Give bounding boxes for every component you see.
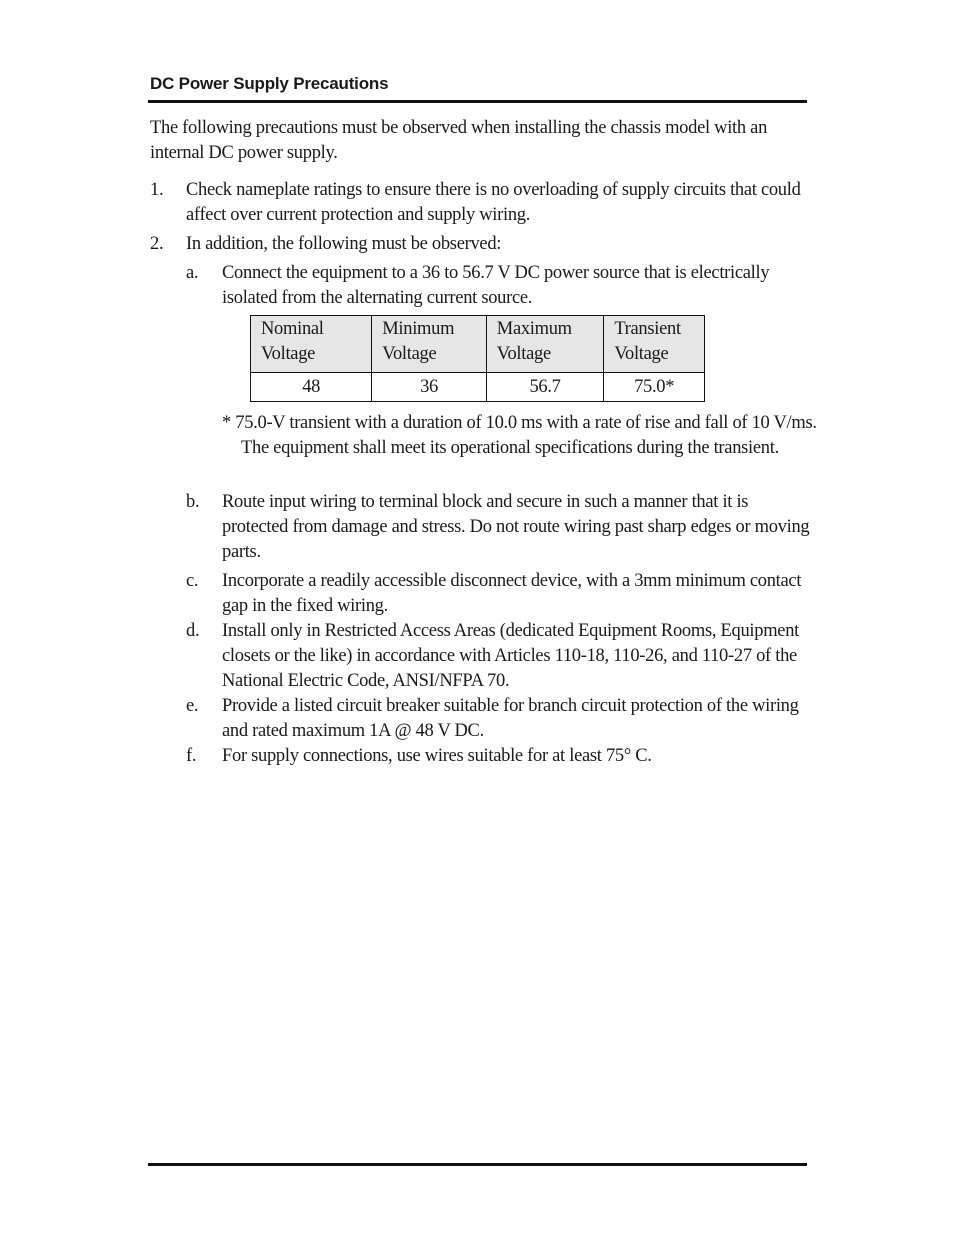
- list-item-text: In addition, the following must be observed:: [186, 234, 502, 254]
- sub-item-text: Incorporate a readily accessible disconnect device, with a 3mm minimum contact gap in the fixed wiring.: [222, 571, 802, 616]
- header-transient-voltage: Transient Voltage: [604, 316, 705, 373]
- sub-item-marker: e.: [186, 696, 199, 716]
- cell-minimum-voltage: 36: [372, 373, 487, 402]
- table-header-row: [251, 316, 705, 373]
- header-divider: [148, 100, 807, 103]
- sub-item-text: Provide a listed circuit breaker suitable for branch circuit protection of the wiring and rated maximum 1A @ 48 V DC.: [222, 696, 799, 741]
- table-row: [251, 373, 705, 402]
- intro-paragraph: The following precautions must be observed when installing the chassis model with an internal DC power supply.: [150, 118, 768, 163]
- sub-item-text: Route input wiring to terminal block and secure in such a manner that it is protected from damage and stress. Do not route wiring past sharp edges or moving parts.: [222, 492, 810, 562]
- sub-item-text: Install only in Restricted Access Areas (dedicated Equipment Rooms, Equipment closets or the like) in accordance with Articles 110-18, 110-26, and 110-27 of the National Electric Code, ANSI/NFPA 70.: [222, 621, 799, 691]
- list-marker: 2.: [150, 234, 164, 254]
- cell-nominal-voltage: 48: [251, 373, 372, 402]
- header-maximum-voltage: Maximum Voltage: [486, 316, 604, 373]
- sub-item-marker: a.: [186, 263, 199, 283]
- cell-maximum-voltage: 56.7: [486, 373, 604, 402]
- list-item-text: Check nameplate ratings to ensure there is no overloading of supply circuits that could affect over current protection and supply wiring.: [186, 180, 801, 225]
- header-minimum-voltage: Minimum Voltage: [372, 316, 487, 373]
- sub-item-marker: f.: [186, 746, 197, 766]
- table-footnote: * 75.0-V transient with a duration of 10.0 ms with a rate of rise and fall of 10 V/ms. The equipment shall meet its operational specifications during the transient.: [222, 413, 817, 458]
- sub-item-marker: c.: [186, 571, 199, 591]
- sub-item-text: Connect the equipment to a 36 to 56.7 V DC power source that is electrically isolated from the alternating current source.: [222, 263, 770, 308]
- cell-transient-voltage: 75.0*: [604, 373, 705, 402]
- sub-item-marker: b.: [186, 492, 200, 512]
- header-nominal-voltage: Nominal Voltage: [251, 316, 372, 373]
- page-title: DC Power Supply Precautions: [150, 74, 389, 93]
- list-marker: 1.: [150, 180, 164, 200]
- sub-item-marker: d.: [186, 621, 200, 641]
- sub-item-text: For supply connections, use wires suitable for at least 75° C.: [222, 746, 652, 766]
- footer-divider: [148, 1163, 807, 1166]
- voltage-table: [250, 315, 705, 402]
